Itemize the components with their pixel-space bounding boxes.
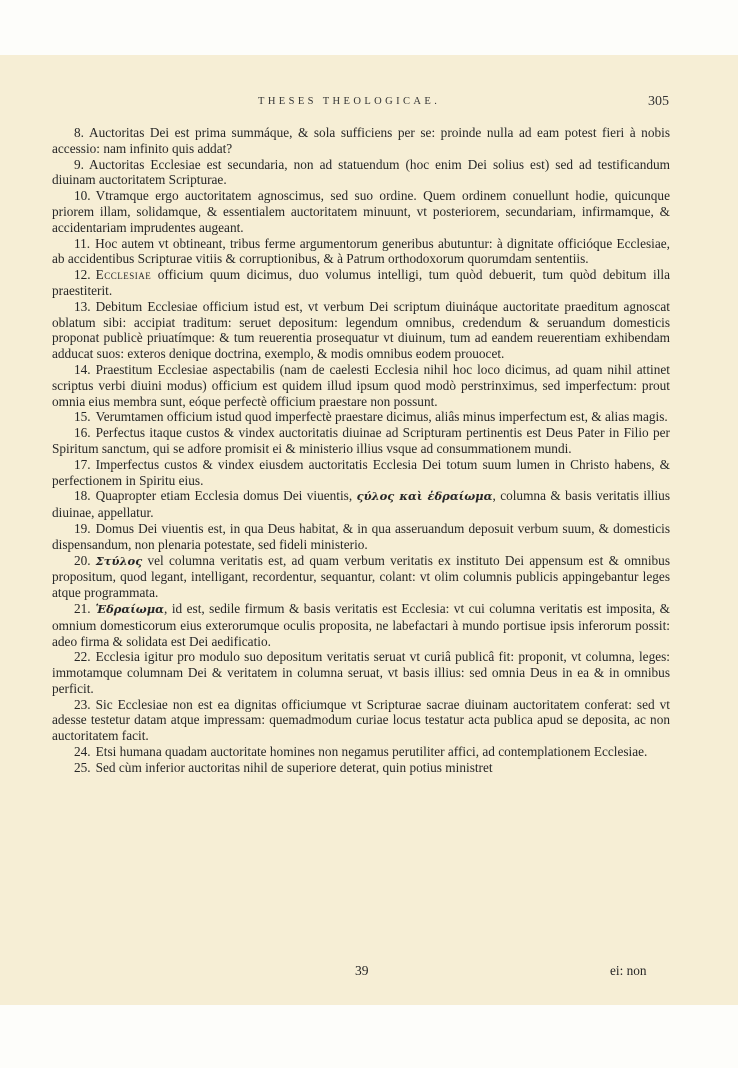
signature-mark: 39	[355, 963, 369, 978]
book-page	[0, 55, 738, 1005]
thesis-13: 13. Debitum Ecclesiae officium istud est, vt verbum Dei scriptum diuináque auctoritate praeditum agnoscat oblatum sibi: accipiat traditum: seruet depositum: legendum omnibus, credendum & seruandum domesticis proponat publicè priuatímque: & tum reuerentia prosequatur vt diuinum, tum ad eandem reuerentiam exhibendam adducat suos: exteros denique doctrina, exemplo, & modis omnibus eodem prouocet.	[52, 298, 670, 362]
thesis-25: 25. Sed cùm inferior auctoritas nihil de superiore deterat, quin potius ministret	[74, 759, 493, 775]
thesis-24: 24. Etsi humana quadam auctoritate homines non negamus perutiliter affici, ad contemplationem Ecclesiae.	[74, 744, 648, 760]
thesis-12: 12. Ecclesiae officium quum dicimus, duo volumus intelligi, tum quòd debuerit, tum quòd debitum illa praestiterit.	[52, 267, 670, 298]
page-number: 305	[648, 94, 669, 109]
thesis-21: 21. Ἑδραίωμα, id est, sedile firmum & basis veritatis est Ecclesia: vt cui columna veritatis est imposita, & omnium domesticorum eius exterorumque oculis proposita, ne labefactari à mundo portisue ipsis inferorum possit: adeo firma & solidata est Dei aedificatio.	[52, 600, 670, 649]
catchword: ei: non	[610, 963, 647, 978]
thesis-23: 23. Sic Ecclesiae non est ea dignitas officiumque vt Scripturae sacrae diuinam auctoritatem conferat: sed vt adesse testetur datam atque impressam: quemadmodum curiae locus testatur acta publica apud se deposita, ac non auctoritatem facit.	[52, 696, 670, 744]
greek-word: Ἑδραίωμα	[95, 601, 165, 616]
running-head	[0, 96, 738, 112]
greek-phrase: ςύλος καὶ ἑδραίωμα	[356, 489, 493, 504]
thesis-22: 22. Ecclesia igitur pro modulo suo depositum veritatis seruat vt curiâ publicâ fit: proponit, vt columna, leges: immotamque columnam Dei & veritatem in columna seruat, vt basis illius: sed omnia Deus in ea & in omnibus perficit.	[52, 649, 670, 696]
thesis-16: 16. Perfectus itaque custos & vindex auctoritatis diuinae ad Scripturam pertinentis est Deus Pater in Filio per Spiritum sanctum, qui se adfore promisit ei & ministerio illius vsque ad consummationem mundi.	[52, 425, 670, 456]
thesis-9: 9. Auctoritas Ecclesiae est secundaria, non ad statuendum (hoc enim Dei solius est) sed ad testificandum diuinam auctoritatem Scripturae.	[52, 156, 670, 188]
running-title: THESES THEOLOGICAE.	[258, 96, 441, 107]
thesis-20: 20. Στύλος vel columna veritatis est, ad quam verbum veritatis ex instituto Dei appensum est & omnibus propositum, quod legant, intelligant, recordentur, sequantur, colant: vt olim columnis publicis appingebantur leges atque programmata.	[52, 552, 670, 601]
thesis-18: 18. Quapropter etiam Ecclesia domus Dei viuentis, ςύλος καὶ ἑδραίωμα, columna & basis veritatis illius diuinae, appellatur.	[52, 488, 670, 521]
thesis-14: 14. Praestitum Ecclesiae aspectabilis (nam de caelesti Ecclesia nihil hoc loco dicimus, ad quam nihil attinet scriptus verbi diuini modus) officium est quidem illud ipsum quod modò perstrinximus, sed imperfectum: prout omnia eius membra sunt, eóque perfectè officium praestare non possunt.	[52, 361, 670, 409]
thesis-19: 19. Domus Dei viuentis est, in qua Deus habitat, & in qua asseruandum deposuit verbum suum, & domesticis dispensandum, non plenaria potestate, sed fideli ministerio.	[52, 520, 670, 552]
thesis-10: 10. Vtramque ergo auctoritatem agnoscimus, sed suo ordine. Quem ordinem conuellunt hodie, quicunque priorem illam, solidamque, & essentialem auctoritatem minuunt, vt posteriorem, secundariam, infirmamque, & accidentariam imprudentes augeant.	[52, 188, 670, 235]
thesis-15: 15. Verumtamen officium istud quod imperfectè praestare dicimus, aliâs minus imperfectum est, & alias magis.	[74, 409, 668, 425]
thesis-8: 8. Auctoritas Dei est prima summáque, & sola sufficiens per se: proinde nulla ad eam potest fieri à nobis accessio: nam infinito quis addat?	[52, 125, 670, 156]
text-body	[52, 125, 670, 776]
thesis-11: 11. Hoc autem vt obtineant, tribus ferme argumentorum generibus abutuntur: à dignitate officióque Ecclesiae, ab accidentibus Scripturae vitiis & corruptionibus, & à Patrum orthodoxorum quorumdam sententiis.	[52, 235, 670, 267]
thesis-17: 17. Imperfectus custos & vindex eiusdem auctoritatis Ecclesia Dei totum suum lumen in Christo habens, & perfectionem in Spiritu eius.	[52, 456, 670, 488]
greek-word: Στύλος	[95, 553, 143, 568]
